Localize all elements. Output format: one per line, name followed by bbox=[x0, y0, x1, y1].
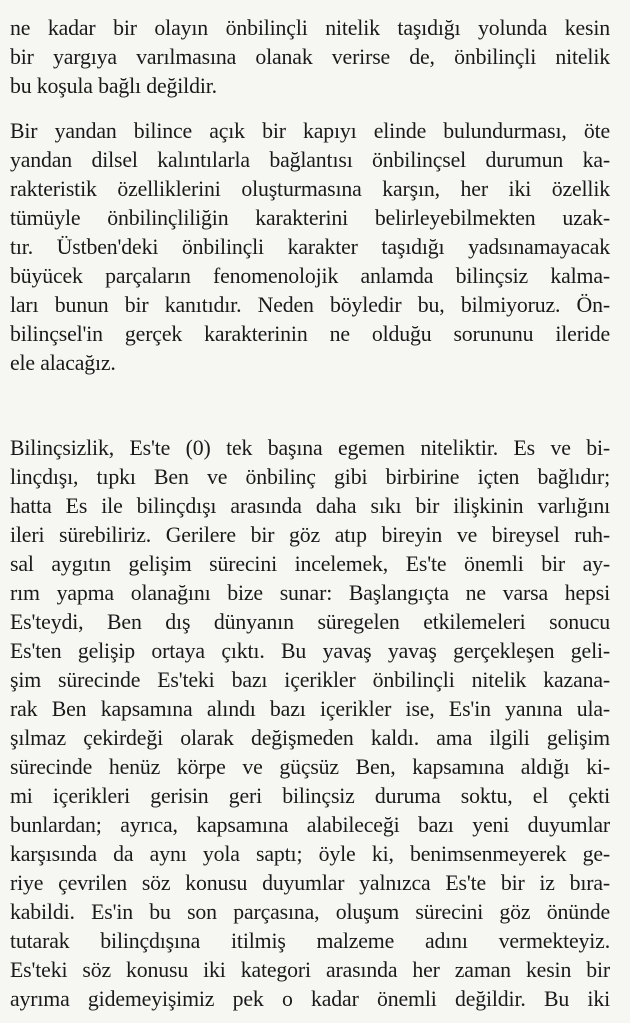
text-line: rak Ben kapsamına alındı bazı içerikler ise, Es'in yanına ula- bbox=[10, 697, 610, 721]
text-line: rım yapma olanağını bize sunar: Başlangıçta ne varsa hepsi bbox=[10, 581, 610, 605]
text-line: ları bunun bir kanıtıdır. Neden böyledir bu, bilmiyoruz. Ön- bbox=[10, 293, 610, 317]
text-line: kabildi. Es'in bu son parçasına, oluşum sürecini göz önünde bbox=[10, 900, 610, 924]
text-line: Bilinçsizlik, Es'te (0) tek başına egemen niteliktir. Es ve bi- bbox=[10, 436, 610, 460]
text-line: mi içerikleri gerisin geri bilinçsiz duruma soktu, el çekti bbox=[10, 784, 610, 808]
text-line: büyücek parçaların fenomenolojik anlamda bilinçsiz kalma- bbox=[10, 264, 610, 288]
text-line: ele alacağız. bbox=[10, 351, 116, 375]
text-line: karşısında da aynı yola saptı; öyle ki, benimsenmeyerek ge- bbox=[10, 842, 610, 866]
text-line: tutarak bilinçdışına itilmiş malzeme adını vermekteyiz. bbox=[10, 929, 610, 953]
text-line: Es'teydi, Ben dış dünyanın süregelen etkilemeleri sonucu bbox=[10, 610, 610, 634]
text-line: ne kadar bir olayın önbilinçli nitelik taşıdığı yolunda kesin bbox=[10, 16, 610, 40]
text-line: linçdışı, tıpkı Ben ve önbilinç gibi birbirine içten bağlıdır; bbox=[10, 465, 610, 489]
text-line: rakteristik özelliklerini oluşturmasına karşın, her iki özellik bbox=[10, 177, 610, 201]
text-line: şim sürecinde Es'teki bazı içerikler önbilinçli nitelik kazana- bbox=[10, 668, 610, 692]
paragraph-1 bbox=[10, 14, 610, 101]
text-line: ayrıma gidemeyişimiz pek o kadar önemli değildir. Bu iki bbox=[10, 987, 610, 1011]
text-line: bilinçsel'in gerçek karakterinin ne olduğu sorununu ileride bbox=[10, 322, 610, 346]
text-line: riye çevrilen söz konusu duyumlar yalnızca Es'te bir iz bıra- bbox=[10, 871, 610, 895]
text-line: Bir yandan bilince açık bir kapıyı elinde bulundurması, öte bbox=[10, 119, 610, 143]
text-line: sal aygıtın gelişim sürecini incelemek, Es'te önemli bir ay- bbox=[10, 552, 610, 576]
text-line: yandan dilsel kalıntılarla bağlantısı önbilinçsel durumun ka- bbox=[10, 148, 610, 172]
text-line: tır. Üstben'deki önbilinçli karakter taşıdığı yadsınamayacak bbox=[10, 235, 610, 259]
paragraph-2 bbox=[10, 117, 610, 378]
text-line: Es'teki söz konusu iki kategori arasında her zaman kesin bir bbox=[10, 958, 610, 982]
paragraph-3 bbox=[10, 434, 610, 1014]
text-line: sürecinde henüz körpe ve güçsüz Ben, kapsamına aldığı ki- bbox=[10, 755, 610, 779]
text-line: bunlardan; ayrıca, kapsamına alabileceği bazı yeni duyumlar bbox=[10, 813, 610, 837]
text-line: ileri sürebiliriz. Gerilere bir göz atıp bireyin ve bireysel ruh- bbox=[10, 523, 610, 547]
text-line: bir yargıya varılmasına olanak verirse de, önbilinçli nitelik bbox=[10, 45, 610, 69]
text-line: tümüyle önbilinçliliğin karakterini belirleyebilmekten uzak- bbox=[10, 206, 610, 230]
text-line: şılmaz çekirdeği olarak değişmeden kaldı. ama ilgili gelişim bbox=[10, 726, 610, 750]
text-line: hatta Es ile bilinçdışı arasında daha sıkı bir ilişkinin varlığını bbox=[10, 494, 610, 518]
text-line: Es'ten gelişip ortaya çıktı. Bu yavaş yavaş gerçekleşen geli- bbox=[10, 639, 610, 663]
text-line: bu koşula bağlı değildir. bbox=[10, 74, 217, 98]
